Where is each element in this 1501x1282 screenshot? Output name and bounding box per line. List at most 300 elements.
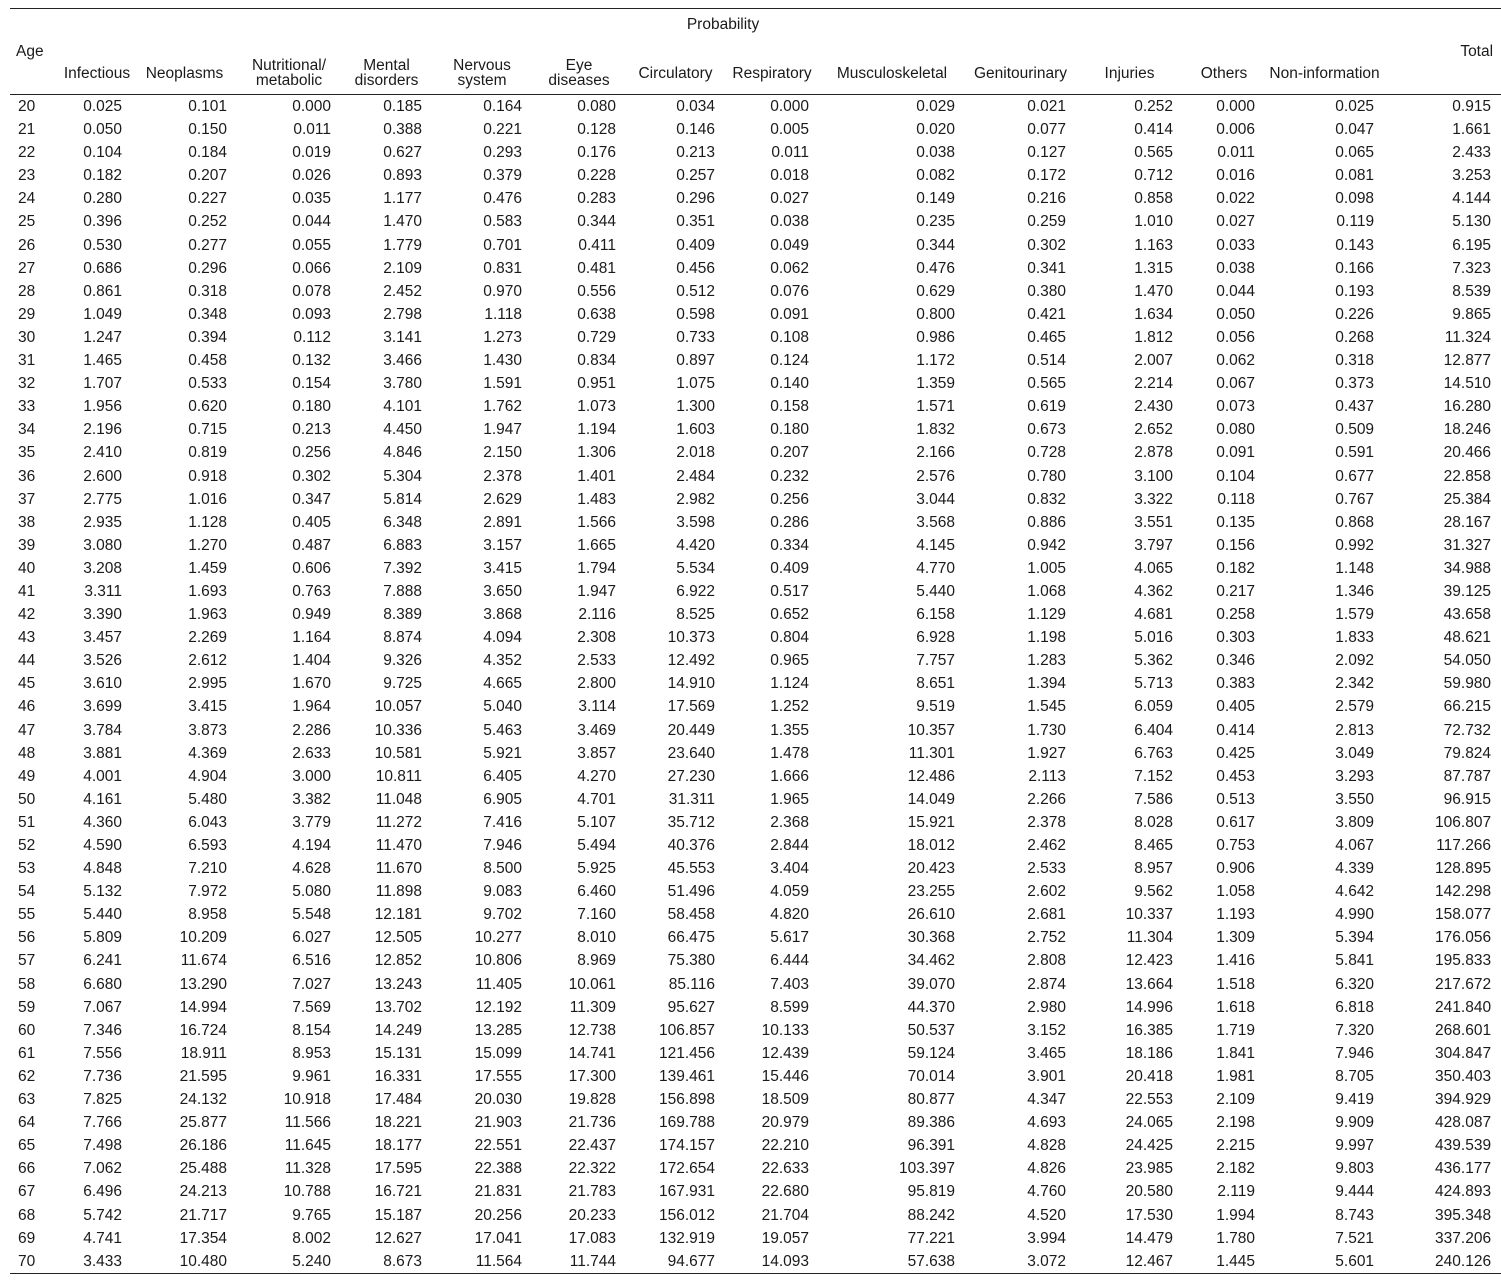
value-cell: 1.075 — [676, 375, 715, 393]
value-cell: 0.949 — [292, 606, 331, 624]
value-cell: 0.062 — [770, 259, 809, 277]
value-cell: 2.286 — [292, 721, 331, 739]
value-cell: 10.373 — [667, 629, 715, 647]
value-cell: 5.921 — [483, 744, 522, 762]
age-cell: 57 — [18, 952, 36, 970]
age-cell: 62 — [18, 1067, 36, 1085]
age-cell: 20 — [18, 98, 36, 115]
value-cell: 3.469 — [577, 721, 616, 739]
value-cell: 1.270 — [188, 536, 227, 554]
age-cell: 49 — [18, 767, 36, 785]
value-cell: 3.208 — [83, 559, 122, 577]
value-cell: 1.591 — [483, 375, 522, 393]
value-cell: 2.602 — [1027, 883, 1066, 901]
value-cell: 0.035 — [292, 190, 331, 208]
value-cell: 13.243 — [374, 975, 422, 993]
value-cell: 6.444 — [770, 952, 809, 970]
value-cell: 0.127 — [1027, 144, 1066, 162]
value-cell: 0.303 — [1216, 629, 1255, 647]
value-cell: 0.617 — [1216, 813, 1255, 831]
probability-table-container — [10, 8, 1501, 1274]
value-cell: 5.362 — [1134, 652, 1173, 670]
value-cell: 0.128 — [577, 121, 616, 139]
total-cell: 176.056 — [1435, 929, 1492, 947]
value-cell: 5.040 — [483, 698, 522, 716]
value-cell: 0.078 — [292, 282, 331, 300]
value-cell: 2.266 — [1027, 790, 1066, 808]
age-cell: 67 — [18, 1183, 36, 1201]
value-cell: 0.044 — [1216, 282, 1255, 300]
value-cell: 15.446 — [761, 1067, 809, 1085]
table-row — [10, 649, 1501, 672]
value-cell: 57.638 — [819, 1250, 965, 1274]
header-row-columns — [10, 33, 1501, 95]
value-cell: 7.160 — [577, 906, 616, 924]
table-row — [10, 742, 1501, 765]
value-cell: 34.462 — [907, 952, 955, 970]
value-cell: 88.242 — [907, 1206, 955, 1224]
value-cell: 106.857 — [658, 1021, 715, 1039]
value-cell: 8.500 — [483, 860, 522, 878]
value-cell: 0.686 — [83, 259, 122, 277]
value-cell: 2.378 — [483, 467, 522, 485]
value-cell: 96.391 — [907, 1137, 955, 1155]
value-cell: 3.465 — [1027, 1044, 1066, 1062]
total-cell: 39.125 — [1443, 582, 1492, 600]
value-cell: 2.113 — [1028, 767, 1066, 785]
value-cell: 10.133 — [761, 1021, 809, 1039]
value-cell: 1.956 — [83, 398, 122, 416]
value-cell: 14.741 — [568, 1044, 616, 1062]
age-cell: 39 — [18, 536, 36, 554]
table-row — [10, 1111, 1501, 1134]
value-cell: 0.184 — [188, 144, 227, 162]
value-cell: 2.775 — [83, 490, 122, 508]
value-cell: 2.018 — [676, 444, 715, 462]
value-cell: 7.416 — [483, 813, 522, 831]
value-cell: 7.027 — [292, 975, 331, 993]
value-cell: 8.028 — [1134, 813, 1173, 831]
value-cell: 15.131 — [374, 1044, 422, 1062]
column-header-line1: Neoplasms — [145, 65, 224, 82]
value-cell: 3.415 — [483, 559, 522, 577]
value-cell: 9.519 — [916, 698, 955, 716]
age-cell: 61 — [18, 1044, 36, 1062]
value-cell: 167.931 — [658, 1183, 715, 1201]
age-cell: 56 — [18, 929, 36, 947]
header-row-group — [10, 9, 1501, 34]
value-cell: 2.368 — [770, 813, 809, 831]
column-header-line1: Eye — [565, 57, 593, 74]
value-cell: 1.545 — [1027, 698, 1066, 716]
value-cell: 1.430 — [483, 352, 522, 370]
value-cell: 9.997 — [1335, 1137, 1375, 1155]
value-cell: 0.000 — [292, 98, 331, 115]
value-cell: 3.404 — [770, 860, 809, 878]
value-cell: 3.044 — [916, 490, 955, 508]
value-cell: 3.072 — [965, 1250, 1076, 1274]
value-cell: 0.517 — [770, 582, 809, 600]
value-cell: 7.067 — [83, 998, 122, 1016]
table-row — [10, 488, 1501, 511]
table-row — [10, 164, 1501, 187]
value-cell: 1.404 — [292, 652, 331, 670]
age-header: Age — [10, 9, 62, 95]
value-cell: 13.664 — [1125, 975, 1173, 993]
total-cell: 2.433 — [1452, 144, 1492, 162]
value-cell: 8.743 — [1335, 1206, 1375, 1224]
total-cell: 31.327 — [1443, 536, 1492, 554]
value-cell: 95.627 — [667, 998, 715, 1016]
value-cell: 6.763 — [1134, 744, 1173, 762]
age-cell: 30 — [18, 328, 36, 346]
value-cell: 0.344 — [577, 213, 616, 231]
value-cell: 22.680 — [761, 1183, 809, 1201]
value-cell: 3.433 — [62, 1250, 132, 1274]
value-cell: 4.369 — [188, 744, 227, 762]
value-cell: 3.857 — [577, 744, 616, 762]
value-cell: 3.390 — [83, 606, 122, 624]
value-cell: 14.249 — [374, 1021, 422, 1039]
value-cell: 0.425 — [1216, 744, 1255, 762]
value-cell: 0.832 — [1027, 490, 1066, 508]
value-cell: 2.935 — [83, 513, 122, 531]
value-cell: 0.348 — [188, 305, 227, 323]
value-cell: 0.065 — [1335, 144, 1375, 162]
table-row — [10, 1157, 1501, 1180]
value-cell: 1.068 — [1027, 582, 1066, 600]
value-cell: 1.198 — [1027, 629, 1066, 647]
value-cell: 1.459 — [188, 559, 227, 577]
value-cell: 85.116 — [668, 975, 715, 993]
total-cell: 350.403 — [1435, 1067, 1492, 1085]
total-cell: 43.658 — [1443, 606, 1492, 624]
value-cell: 4.770 — [916, 559, 955, 577]
value-cell: 11.405 — [475, 975, 522, 993]
value-cell: 0.286 — [770, 513, 809, 531]
total-cell: 11.324 — [1444, 328, 1492, 346]
value-cell: 0.056 — [1216, 328, 1255, 346]
value-cell: 8.525 — [676, 606, 715, 624]
column-header — [965, 33, 1076, 95]
value-cell: 0.318 — [1335, 352, 1375, 370]
value-cell: 0.831 — [483, 259, 522, 277]
value-cell: 21.595 — [179, 1067, 227, 1085]
value-cell: 1.252 — [770, 698, 809, 716]
value-cell: 4.904 — [188, 767, 227, 785]
value-cell: 0.296 — [188, 259, 227, 277]
value-cell: 1.129 — [1027, 606, 1066, 624]
total-cell: 5.130 — [1452, 213, 1492, 231]
value-cell: 3.000 — [292, 767, 331, 785]
value-cell: 1.981 — [1216, 1067, 1255, 1085]
value-cell: 2.410 — [83, 444, 122, 462]
table-row — [10, 949, 1501, 972]
value-cell: 0.620 — [188, 398, 227, 416]
age-cell: 38 — [18, 513, 36, 531]
value-cell: 0.226 — [1335, 305, 1375, 323]
value-cell: 0.481 — [577, 259, 616, 277]
value-cell: 0.767 — [1335, 490, 1375, 508]
value-cell: 7.403 — [770, 975, 809, 993]
table-row — [10, 257, 1501, 280]
value-cell: 3.901 — [1027, 1067, 1066, 1085]
value-cell: 11.272 — [375, 813, 422, 831]
value-cell: 2.612 — [188, 652, 227, 670]
value-cell: 8.957 — [1134, 860, 1173, 878]
total-cell: 87.787 — [1443, 767, 1492, 785]
value-cell: 2.462 — [1027, 837, 1066, 854]
value-cell: 13.290 — [179, 975, 227, 993]
value-cell: 0.992 — [1335, 536, 1375, 554]
value-cell: 17.041 — [474, 1229, 522, 1247]
value-cell: 18.012 — [907, 837, 955, 854]
value-cell: 0.302 — [1027, 236, 1066, 254]
value-cell: 19.828 — [568, 1091, 616, 1109]
value-cell: 0.673 — [1027, 421, 1066, 439]
value-cell: 10.336 — [374, 721, 422, 739]
value-cell: 0.341 — [1027, 259, 1066, 277]
value-cell: 4.161 — [83, 790, 122, 808]
value-cell: 0.886 — [1027, 513, 1066, 531]
value-cell: 2.150 — [483, 444, 522, 462]
value-cell: 3.080 — [83, 536, 122, 554]
column-header-line1: Respiratory — [732, 65, 812, 82]
value-cell: 2.109 — [383, 259, 422, 277]
column-header-line1: Musculoskeletal — [836, 65, 948, 82]
value-cell: 24.132 — [179, 1091, 227, 1109]
value-cell: 19.057 — [761, 1229, 809, 1247]
value-cell: 0.256 — [770, 490, 809, 508]
value-cell: 2.214 — [1134, 375, 1173, 393]
total-cell: 3.253 — [1452, 167, 1492, 185]
value-cell: 0.421 — [1027, 305, 1066, 323]
value-cell: 2.166 — [916, 444, 955, 462]
value-cell: 11.304 — [1126, 929, 1173, 947]
value-cell: 0.268 — [1335, 328, 1375, 346]
age-cell: 65 — [18, 1137, 36, 1155]
total-cell: 20.466 — [1443, 444, 1492, 462]
value-cell: 0.487 — [292, 536, 331, 554]
value-cell: 0.081 — [1335, 167, 1375, 185]
value-cell: 0.038 — [770, 213, 809, 231]
value-cell: 4.701 — [577, 790, 616, 808]
value-cell: 4.628 — [292, 860, 331, 878]
value-cell: 0.277 — [188, 236, 227, 254]
value-cell: 95.819 — [907, 1183, 955, 1201]
value-cell: 4.094 — [483, 629, 522, 647]
value-cell: 1.965 — [770, 790, 809, 808]
value-cell: 0.193 — [1335, 282, 1375, 300]
value-cell: 5.617 — [770, 929, 809, 947]
value-cell: 26.186 — [179, 1137, 227, 1155]
value-cell: 3.550 — [1335, 790, 1375, 808]
table-row — [10, 1180, 1501, 1203]
table-row — [10, 372, 1501, 395]
value-cell: 5.742 — [83, 1206, 122, 1224]
value-cell: 58.458 — [667, 906, 715, 924]
value-cell: 0.257 — [676, 167, 715, 185]
value-cell: 1.306 — [577, 444, 616, 462]
value-cell: 1.779 — [383, 236, 422, 254]
value-cell: 0.055 — [292, 236, 331, 254]
column-header-line1: Mental — [363, 57, 410, 74]
table-row — [10, 857, 1501, 880]
table-row — [10, 557, 1501, 580]
value-cell: 59.124 — [907, 1044, 955, 1062]
value-cell: 0.409 — [676, 236, 715, 254]
table-row — [10, 465, 1501, 488]
value-cell: 89.386 — [907, 1114, 955, 1132]
value-cell: 15.921 — [907, 813, 955, 831]
column-header — [819, 33, 965, 95]
value-cell: 0.022 — [1216, 190, 1255, 208]
age-cell: 69 — [18, 1229, 36, 1247]
value-cell: 3.152 — [1027, 1021, 1066, 1039]
value-cell: 0.861 — [83, 282, 122, 300]
value-cell: 17.530 — [1125, 1206, 1173, 1224]
column-header-line1: Circulatory — [638, 65, 713, 82]
value-cell: 8.874 — [383, 629, 422, 647]
value-cell: 1.571 — [916, 398, 955, 416]
value-cell: 6.680 — [83, 975, 122, 993]
age-cell: 63 — [18, 1091, 36, 1109]
value-cell: 21.831 — [474, 1183, 522, 1201]
table-row — [10, 1042, 1501, 1065]
column-header-line1: Injuries — [1104, 65, 1155, 82]
value-cell: 1.566 — [577, 513, 616, 531]
value-cell: 3.466 — [383, 352, 422, 370]
value-cell: 20.423 — [907, 860, 955, 878]
value-cell: 4.681 — [1134, 606, 1173, 624]
table-row — [10, 603, 1501, 626]
value-cell: 9.083 — [483, 883, 522, 901]
value-cell: 3.610 — [83, 675, 122, 693]
value-cell: 1.359 — [916, 375, 955, 393]
value-cell: 6.059 — [1134, 698, 1173, 716]
value-cell: 2.995 — [188, 675, 227, 693]
table-row — [10, 441, 1501, 464]
value-cell: 4.848 — [83, 860, 122, 878]
value-cell: 7.062 — [83, 1160, 122, 1178]
value-cell: 1.118 — [484, 305, 522, 323]
value-cell: 0.038 — [1216, 259, 1255, 277]
value-cell: 22.551 — [474, 1137, 522, 1155]
age-cell: 31 — [18, 352, 36, 370]
value-cell: 0.182 — [83, 167, 122, 185]
value-cell: 0.513 — [1216, 790, 1255, 808]
value-cell: 0.182 — [1216, 559, 1255, 577]
total-cell: 14.510 — [1443, 375, 1492, 393]
value-cell: 8.651 — [916, 675, 955, 693]
value-cell: 6.516 — [292, 952, 331, 970]
value-cell: 18.509 — [761, 1091, 809, 1109]
value-cell: 9.725 — [383, 675, 422, 693]
value-cell: 10.357 — [907, 721, 955, 739]
value-cell: 14.049 — [907, 790, 955, 808]
value-cell: 21.903 — [474, 1114, 522, 1132]
value-cell: 14.994 — [179, 998, 227, 1016]
value-cell: 0.652 — [770, 606, 809, 624]
value-cell: 0.728 — [1027, 444, 1066, 462]
value-cell: 1.016 — [188, 490, 227, 508]
value-cell: 174.157 — [658, 1137, 715, 1155]
value-cell: 1.832 — [916, 421, 955, 439]
value-cell: 2.579 — [1335, 698, 1375, 716]
value-cell: 30.368 — [907, 929, 955, 947]
value-cell: 16.724 — [179, 1021, 227, 1039]
value-cell: 22.633 — [761, 1160, 809, 1178]
value-cell: 4.846 — [383, 444, 422, 462]
value-cell: 0.067 — [1216, 375, 1255, 393]
value-cell: 156.012 — [658, 1206, 715, 1224]
value-cell: 0.986 — [916, 328, 955, 346]
column-header — [626, 33, 725, 95]
value-cell: 0.124 — [770, 352, 809, 370]
value-cell: 2.484 — [676, 467, 715, 485]
value-cell: 0.414 — [1134, 121, 1173, 139]
value-cell: 0.583 — [483, 213, 522, 231]
value-cell: 1.693 — [188, 582, 227, 600]
value-cell: 1.163 — [1134, 236, 1173, 254]
value-cell: 1.273 — [483, 328, 522, 346]
value-cell: 0.216 — [1027, 190, 1066, 208]
value-cell: 0.591 — [1335, 444, 1375, 462]
value-cell: 21.736 — [568, 1114, 616, 1132]
value-cell: 8.599 — [770, 998, 809, 1016]
value-cell: 0.132 — [292, 352, 331, 370]
value-cell: 1.124 — [770, 675, 809, 693]
value-cell: 3.784 — [83, 721, 122, 739]
value-cell: 7.972 — [188, 883, 227, 901]
value-cell: 10.480 — [132, 1250, 237, 1274]
value-cell: 0.619 — [1027, 398, 1066, 416]
value-cell: 1.707 — [83, 375, 122, 393]
value-cell: 0.185 — [383, 98, 422, 115]
value-cell: 4.420 — [676, 536, 715, 554]
total-header: Total — [1384, 9, 1501, 95]
table-row — [10, 811, 1501, 834]
value-cell: 2.576 — [916, 467, 955, 485]
age-cell: 33 — [18, 398, 36, 416]
value-cell: 22.437 — [568, 1137, 616, 1155]
total-cell: 428.087 — [1435, 1114, 1492, 1132]
value-cell: 4.194 — [292, 837, 331, 854]
value-cell: 0.476 — [483, 190, 522, 208]
table-row — [10, 834, 1501, 857]
value-cell: 0.091 — [1216, 444, 1255, 462]
value-cell: 0.409 — [770, 559, 809, 577]
value-cell: 1.315 — [1134, 259, 1173, 277]
value-cell: 0.476 — [916, 259, 955, 277]
total-cell: 128.895 — [1435, 860, 1492, 878]
value-cell: 0.000 — [770, 98, 809, 115]
value-cell: 0.027 — [770, 190, 809, 208]
value-cell: 1.518 — [1216, 975, 1255, 993]
value-cell: 5.016 — [1134, 629, 1173, 647]
total-cell: 72.732 — [1443, 721, 1492, 739]
value-cell: 8.465 — [1134, 837, 1173, 854]
value-cell: 4.520 — [1027, 1206, 1066, 1224]
value-cell: 0.394 — [188, 328, 227, 346]
value-cell: 2.198 — [1216, 1114, 1255, 1132]
value-cell: 0.227 — [188, 190, 227, 208]
value-cell: 0.101 — [188, 98, 227, 115]
value-cell: 1.666 — [770, 767, 809, 785]
table-row — [10, 1134, 1501, 1157]
value-cell: 12.852 — [374, 952, 422, 970]
value-cell: 3.382 — [292, 790, 331, 808]
